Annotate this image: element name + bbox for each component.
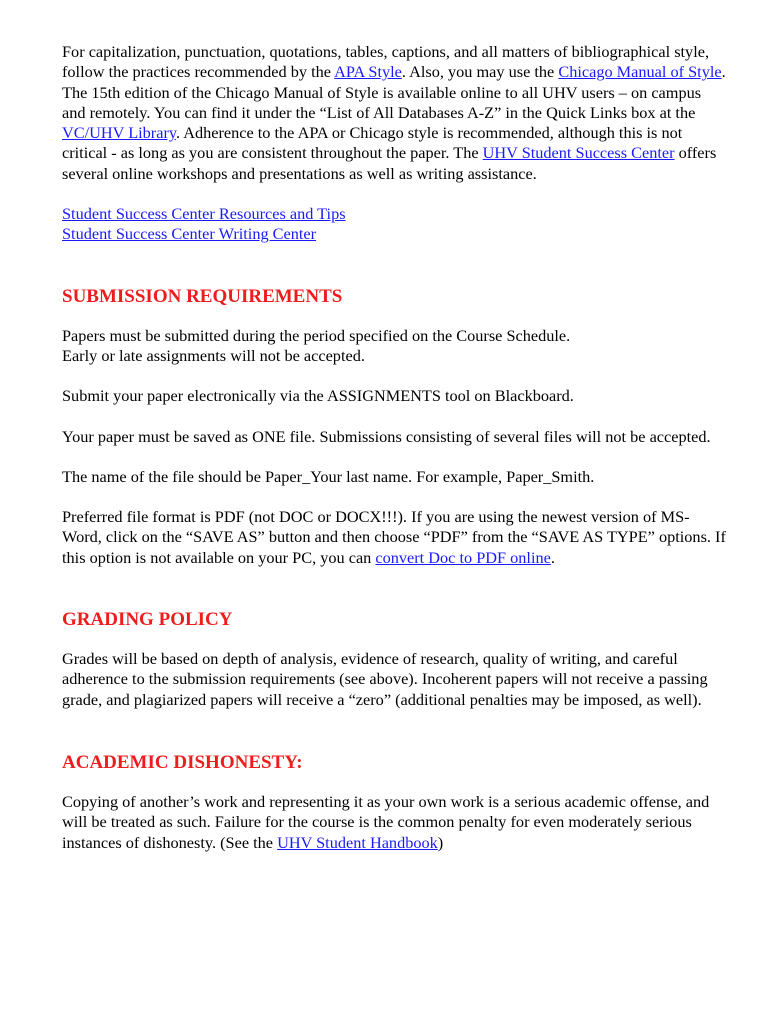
dishonesty-text: Copying of another’s work and representing it as your own work is a serious academic offense, and will be treated as such. Failure for the course is the common penalty for even moderately serious instances of dishonesty. (See the xyxy=(62,791,710,852)
style-guide-paragraph xyxy=(62,42,727,184)
intro-text-1: For capitalization, punctuation, quotations, tables, captions, and all matters of bibliographical style, follow the practices recommended by the xyxy=(62,42,710,82)
intro-text-5: offers several online workshops and presentations as well as writing assistance. xyxy=(62,143,717,183)
chicago-manual-link[interactable]: Chicago Manual of Style xyxy=(558,62,722,82)
file-name-paragraph: The name of the file should be Paper_Your last name. For example, Paper_Smith. xyxy=(62,466,595,486)
dishonesty-end: ) xyxy=(437,832,444,852)
dishonesty-paragraph xyxy=(62,792,727,853)
resources-tips-link[interactable]: Student Success Center Resources and Tips xyxy=(62,204,346,224)
submission-period-paragraph xyxy=(62,326,727,367)
intro-text-4: . Adherence to the APA or Chicago style is recommended, although this is not critical - as long as you are consistent throughout the paper. The xyxy=(62,123,683,163)
submission-heading: SUBMISSION REQUIREMENTS xyxy=(62,285,343,307)
blackboard-paragraph: Submit your paper electronically via the ASSIGNMENTS tool on Blackboard. xyxy=(62,386,574,406)
late-policy-line: Early or late assignments will not be accepted. xyxy=(62,345,365,365)
dishonesty-heading: ACADEMIC DISHONESTY: xyxy=(62,751,303,773)
convert-doc-link[interactable]: convert Doc to PDF online xyxy=(375,547,551,567)
file-format-text: Preferred file format is PDF (not DOC or DOCX!!!). If you are using the newest version of MS-Word, click on the “SAVE AS” button and then choose “PDF” from the “SAVE AS TYPE” options. If this option is not available on your PC, you can xyxy=(62,507,726,567)
submission-period-line: Papers must be submitted during the period specified on the Course Schedule. xyxy=(62,325,571,345)
writing-center-link[interactable]: Student Success Center Writing Center xyxy=(62,224,317,244)
resource-links xyxy=(62,204,727,245)
file-format-paragraph xyxy=(62,507,727,568)
library-link[interactable]: VC/UHV Library xyxy=(62,123,176,143)
one-file-paragraph: Your paper must be saved as ONE file. Submissions consisting of several files will not be accepted. xyxy=(62,426,711,446)
intro-text-2: . Also, you may use the xyxy=(401,62,559,82)
grading-heading: GRADING POLICY xyxy=(62,609,233,631)
apa-style-link[interactable]: APA Style xyxy=(334,62,402,82)
file-format-end: . xyxy=(550,547,555,567)
grading-paragraph: Grades will be based on depth of analysis, evidence of research, quality of writing, and careful adherence to the submission requirements (see above). Incoherent papers will not receive a passing grade, and plagiarized papers will receive a “zero” (additional penalties may be imposed, as well). xyxy=(62,649,708,709)
student-handbook-link[interactable]: UHV Student Handbook xyxy=(277,832,438,852)
student-success-center-link[interactable]: UHV Student Success Center xyxy=(482,143,675,163)
intro-text-3: . The 15th edition of the Chicago Manual of Style is available online to all UHV users – on campus and remotely. You can find it under the “List of All Databases A-Z” in the Quick Links box at the xyxy=(62,62,726,122)
